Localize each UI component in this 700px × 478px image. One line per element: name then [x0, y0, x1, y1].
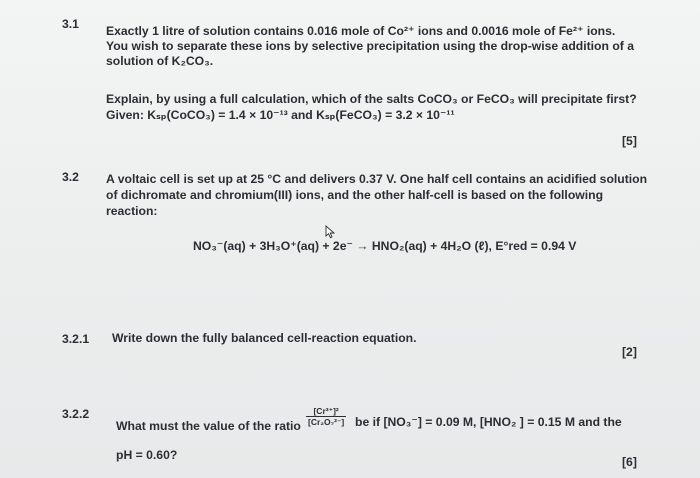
q3-2-2-ph: pH = 0.60? [116, 448, 178, 462]
marks-3-2-1: [2] [622, 345, 637, 359]
question-number-3-2: 3.2 [62, 170, 79, 184]
q3-2-2-text-before: What must the value of the ratio [116, 419, 301, 433]
q3-1-line-1: Exactly 1 litre of solution contains 0.016 mole of Co²⁺ ions and 0.0016 mole of Fe²⁺ ions. [106, 24, 616, 38]
half-reaction-equation: NO₃⁻(aq) + 3H₃O⁺(aq) + 2e⁻ → HNO₂(aq) + 4H₂O (ℓ), E°red = 0.94 V [193, 239, 577, 253]
q3-2-2-text-after: be if [NO₃⁻] = 0.09 M, [HNO₂ ] = 0.15 M and the [355, 415, 622, 429]
q3-2-1-text: Write down the fully balanced cell-reaction equation. [112, 331, 417, 345]
ratio-denominator: [Cr₂O₇²⁻] [308, 417, 345, 427]
q3-1-line-4: Explain, by using a full calculation, which of the salts CoCO₃ or FeCO₃ will precipitate first? [106, 92, 637, 106]
q3-1-given: Given: Kₛₚ(CoCO₃) = 1.4 × 10⁻¹³ and Kₛₚ(FeCO₃) = 3.2 × 10⁻¹¹ [106, 108, 455, 122]
q3-1-line-3: solution of K₂CO₃. [106, 54, 214, 68]
marks-3-1: [5] [622, 134, 637, 148]
q3-2-line-2: of dichromate and chromium(III) ions, and the other half-cell is based on the following [106, 188, 604, 202]
ratio-numerator: [Cr³⁺]² [306, 406, 346, 417]
question-number-3-1: 3.1 [62, 17, 79, 31]
marks-3-2-2: [6] [622, 455, 637, 469]
concentration-ratio [306, 406, 346, 427]
q3-2-line-3: reaction: [106, 204, 158, 218]
q3-2-line-1: A voltaic cell is set up at 25 °C and delivers 0.37 V. One half cell contains an acidified solution [106, 172, 648, 186]
q3-1-line-2: You wish to separate these ions by selective precipitation using the drop-wise addition of a [106, 39, 634, 53]
question-number-3-2-2: 3.2.2 [62, 407, 90, 421]
mouse-pointer-icon [325, 225, 337, 239]
question-number-3-2-1: 3.2.1 [62, 332, 90, 346]
